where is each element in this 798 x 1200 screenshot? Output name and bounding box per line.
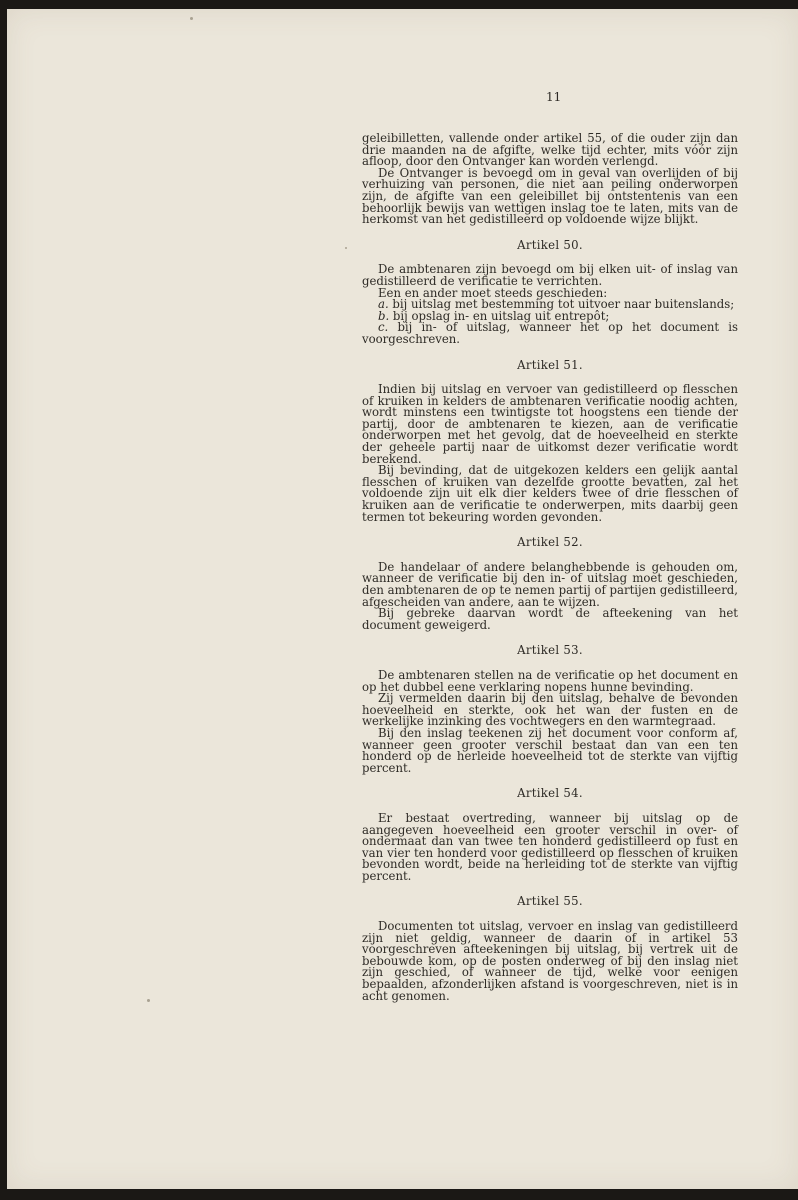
article-heading: Artikel 55. [517, 894, 583, 909]
article-heading: Artikel 50. [517, 237, 583, 252]
paragraph: Een en ander moet steeds geschieden: [378, 285, 608, 300]
paragraph: Bij den inslag teekenen zij het document voor conform af, wanneer geen grooter verschil bestaat dan van een ten honderd op de herleide hoeveelheid tot de sterkte van vijftig percent. [362, 725, 738, 775]
paragraph: Bij bevinding, dat de uitgekozen kelders een gelijk aantal flesschen of kruiken van dezelfde grootte bevatten, zal het voldoende zijn uit elk dier kelders twee of drie flesschen of kruiken aan de verificatie te onderwerpen, mits daarbij geen termen tot bekeuring worden gevonden. [362, 463, 738, 524]
document-body [362, 133, 738, 1002]
paper-speck [345, 247, 347, 249]
page-number: 11 [546, 90, 562, 104]
list-item-letter: c. [378, 320, 389, 335]
list-item [362, 322, 738, 345]
list-item-text: bij opslag in- en uitslag uit entrepôt; [392, 308, 610, 323]
paragraph: De Ontvanger is bevoegd om in geval van overlijden of bij verhuizing van personen, die niet aan peiling onderworpen zijn, de afgifte van een geleibillet bij ontstentenis van een behoorlijk bewijs van wettigen inslag toe te laten, mits van de herkomst van het gedistilleerd op voldoende wijze blijkt. [362, 165, 738, 227]
list-item-letter: b. [378, 308, 390, 323]
list-item-letter: a. [378, 297, 389, 312]
paragraph: Er bestaat overtreding, wanneer bij uitslag op de aangegeven hoeveelheid een grooter verschil in over- of ondermaat dan van twee ten honderd gedistilleerd op fust en van vier ten honderd voor gedistilleerd op flesschen of kruiken bevonden wordt, beide na herleiding tot de sterkte van vijftig percent. [362, 810, 738, 883]
paragraph: geleibilletten, vallende onder artikel 55, of die ouder zijn dan drie maanden na de afgifte, welke tijd echter, mits vóór zijn afloop, door den Ontvanger kan worden verlengd. [362, 131, 738, 169]
list-item-text: bij uitslag met bestemming tot uitvoer naar buitenslands; [392, 297, 735, 312]
paragraph: De handelaar of andere belanghebbende is gehouden om, wanneer de verificatie bij den in- of uitslag moet geschieden, den ambtenaren de op te nemen partij of partijen gedistilleerd, afgescheiden van andere, aan te wijzen. [362, 559, 738, 609]
paragraph: Documenten tot uitslag, vervoer en inslag van gedistilleerd zijn niet geldig, wanneer de daarin of in artikel 53 voorgeschreven afteekeningen bij uitslag, bij vertrek uit de bebouwde kom, op de posten onderweg of bij den inslag niet zijn geschied, of wanneer de tijd, welke voor eenigen bepaalden, afzonderlijken afstand is voorgeschreven, niet is in acht genomen. [362, 919, 738, 1003]
article-heading: Artikel 54. [517, 786, 583, 801]
paper-speck [147, 999, 150, 1002]
paragraph: Bij gebreke daarvan wordt de afteekening van het document geweigerd. [362, 606, 738, 632]
paragraph: De ambtenaren zijn bevoegd om bij elken uit- of inslag van gedistilleerd de verificatie te verrichten. [362, 262, 738, 288]
article-heading: Artikel 53. [517, 643, 583, 658]
paragraph: De ambtenaren stellen na de verificatie op het document en op het dubbel eene verklaring nopens hunne bevinding. [362, 667, 738, 694]
paragraph: Zij vermelden daarin bij den uitslag, behalve de bevonden hoeveelheid en sterkte, ook het wan der fusten en de werkelijke inzinking des vochtwegers en den warmtegraad. [362, 691, 738, 729]
list-item-text: bij in- of uitslag, wanneer het op het document is voorgeschreven. [362, 320, 739, 346]
paragraph: Indien bij uitslag en vervoer van gedistilleerd op flesschen of kruiken in kelders de ambtenaren verificatie noodig achten, wordt minstens een twintigste tot hoogstens een tiende der partij, door de ambtenaren te kiezen, aan de verificatie onderworpen met het gevolg, dat de hoeveelheid en sterkte der geheele partij naar de uitkomst dezer verificatie wordt berekend. [362, 382, 738, 466]
article-heading: Artikel 52. [517, 535, 583, 550]
paper-speck [190, 17, 193, 20]
article-heading: Artikel 51. [517, 357, 583, 372]
